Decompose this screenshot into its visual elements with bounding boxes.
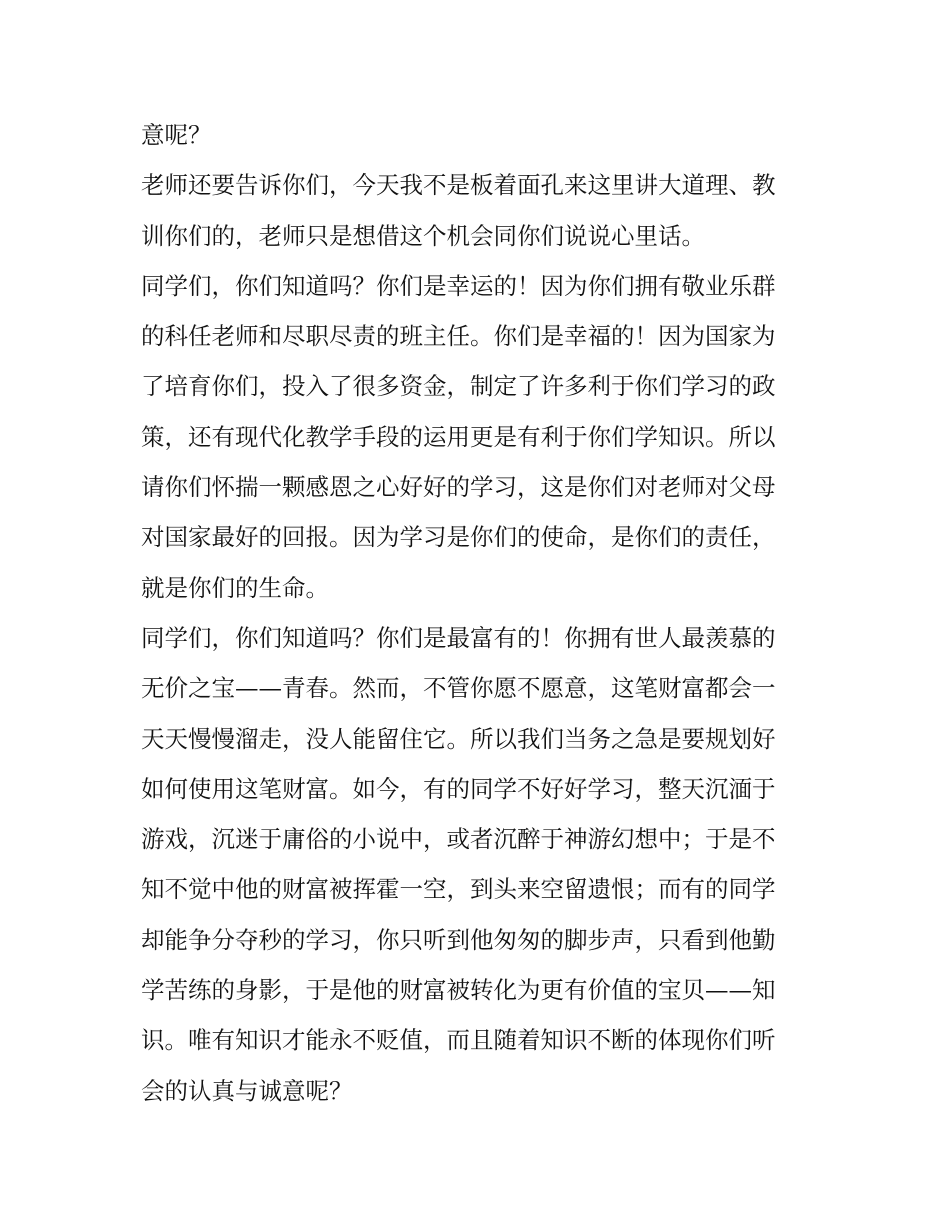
text-line: 知不觉中他的财富被挥霍一空，到头来空留遗恨；而有的同学: [141, 875, 776, 904]
text-line: 学苦练的身影，于是他的财富被转化为更有价值的宝贝——知: [141, 976, 776, 1005]
text-line: 意呢？: [141, 121, 212, 149]
text-line: 就是你们的生命。: [141, 573, 329, 602]
body-text: [141, 110, 816, 1116]
text-line: 训你们的，老师只是想借这个机会同你们说说心里话。: [141, 221, 705, 250]
text-line: 同学们，你们知道吗？你们是最富有的！你拥有世人最羡慕的: [141, 623, 776, 652]
text-line: 游戏，沉迷于庸俗的小说中，或者沉醉于神游幻想中；于是不: [141, 825, 776, 854]
text-line: 识。唯有知识才能永不贬值，而且随着知识不断的体现你们听: [141, 1026, 776, 1055]
text-line: 的科任老师和尽职尽责的班主任。你们是幸福的！因为国家为: [141, 322, 776, 351]
text-line: 如何使用这笔财富。如今，有的同学不好好学习，整天沉湎于: [141, 774, 776, 803]
text-line: 无价之宝——青春。然而，不管你愿不愿意，这笔财富都会一: [141, 674, 776, 703]
text-line: 同学们，你们知道吗？你们是幸运的！因为你们拥有敬业乐群: [141, 271, 776, 300]
text-line: 会的认真与诚意呢？: [141, 1076, 353, 1105]
text-line: 了培育你们，投入了很多资金，制定了许多利于你们学习的政: [141, 372, 776, 401]
text-line: 天天慢慢溜走，没人能留住它。所以我们当务之急是要规划好: [141, 724, 776, 753]
text-line: 对国家最好的回报。因为学习是你们的使命，是你们的责任，: [141, 523, 776, 552]
text-line: 策，还有现代化教学手段的运用更是有利于你们学知识。所以: [141, 422, 776, 451]
text-line: 请你们怀揣一颗感恩之心好好的学习，这是你们对老师对父母: [141, 473, 776, 502]
text-line: 老师还要告诉你们，今天我不是板着面孔来这里讲大道理、教: [141, 171, 776, 200]
text-line: 却能争分夺秒的学习，你只听到他匆匆的脚步声，只看到他勤: [141, 925, 776, 954]
